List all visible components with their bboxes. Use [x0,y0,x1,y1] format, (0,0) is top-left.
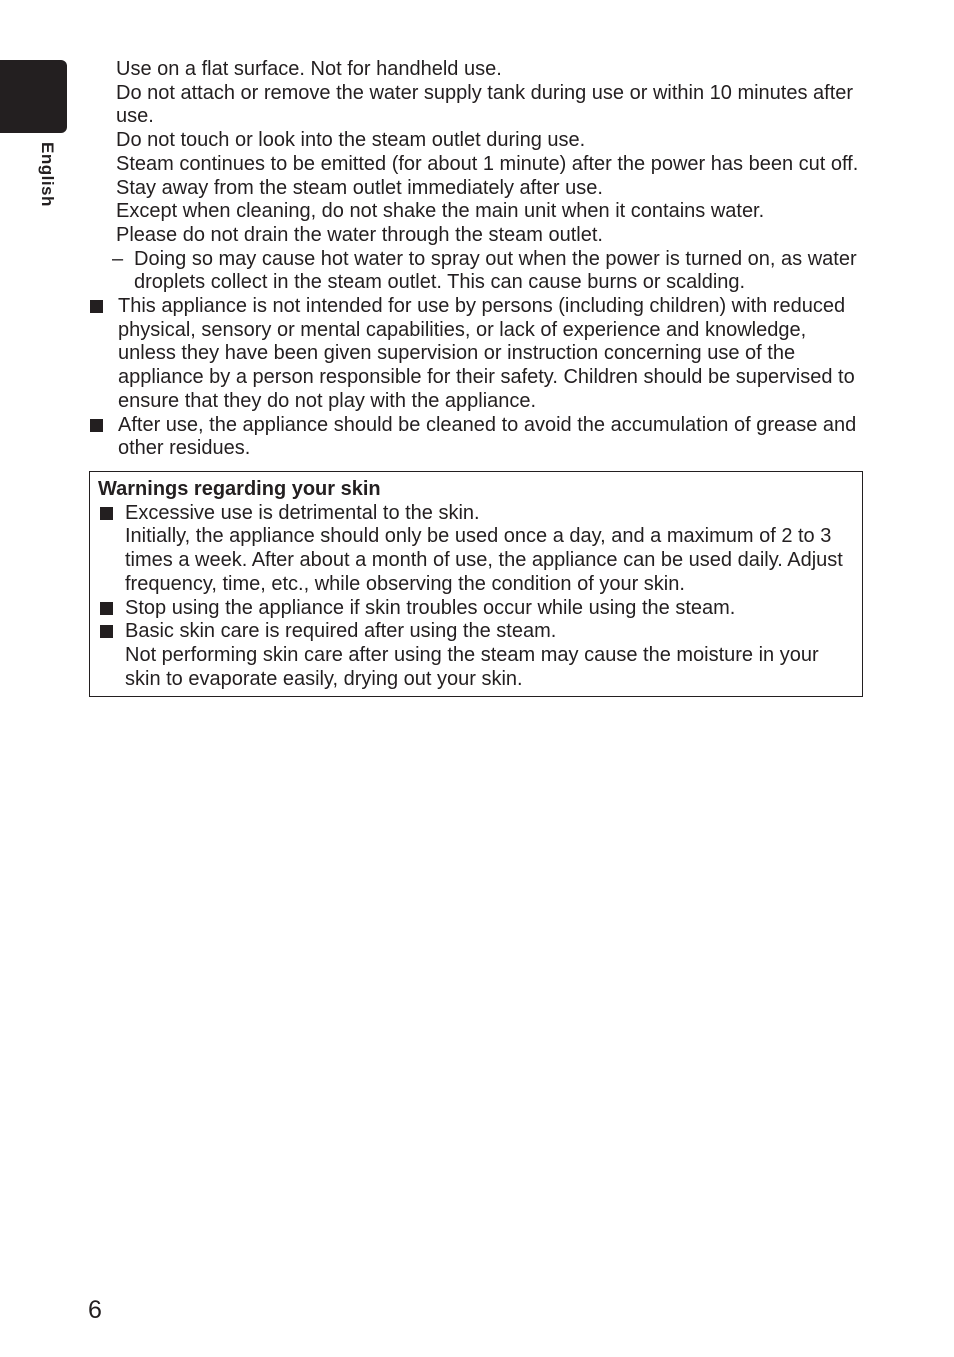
square-bullet-icon [100,625,113,638]
paragraph: Use on a flat surface. Not for handheld use. [116,58,502,80]
square-bullet-icon [100,602,113,615]
square-bullet-icon [90,300,103,313]
warning-title: Warnings regarding your skin [98,478,381,500]
paragraph: Do not touch or look into the steam outlet during use. [116,129,586,152]
paragraph: Do not attach or remove the water supply tank during use or within 10 minutes after use. [116,81,854,128]
warning-item [98,502,852,597]
warning-item [98,597,852,621]
bullet-text: This appliance is not intended for use by persons (including children) with reduced physical, sensory or mental capabilities, or lack of experience and knowledge, unless they have been given supervision or instruction concerning use of the appliance by a person responsible for their safety. Children should be supervised to ensure that they do not play with the appliance. [118,295,855,412]
dash-note-text: Doing so may cause hot water to spray out when the power is turned on, as water droplets collect in the steam outlet. This can cause burns or scalding. [134,247,857,294]
paragraph: Steam continues to be emitted (for about 1 minute) after the power has been cut off. Stay away from the steam outlet immediately after use. [116,152,859,199]
square-bullet-icon [90,419,103,432]
warning-lead: Stop using the appliance if skin troubles occur while using the steam. [125,596,736,619]
warning-detail: Not performing skin care after using the steam may cause the moisture in your skin to evaporate easily, drying out your skin. [125,643,819,690]
language-label: English [38,142,57,207]
bullet-text: After use, the appliance should be cleaned to avoid the accumulation of grease and other residues. [118,413,857,460]
bullet-item [88,414,866,461]
warning-lead: Basic skin care is required after using the steam. [125,620,557,643]
page-number: 6 [88,1296,102,1324]
warning-detail: Initially, the appliance should only be used once a day, and a maximum of 2 to 3 times a week. After about a month of use, the appliance can be used daily. Adjust frequency, time, etc., while observing the condition of your skin. [125,525,843,595]
language-tab [0,60,67,133]
dash-note [88,248,866,295]
square-bullet-icon [100,507,113,520]
warning-item [98,620,852,691]
paragraph: Except when cleaning, do not shake the main unit when it contains water. [116,200,765,223]
skin-warnings-box [89,471,863,697]
warning-lead: Excessive use is detrimental to the skin. [125,501,480,524]
dash-marker: – [112,247,124,270]
bullet-item [88,295,866,414]
paragraph: Please do not drain the water through the steam outlet. [116,223,603,246]
main-content [88,58,866,461]
